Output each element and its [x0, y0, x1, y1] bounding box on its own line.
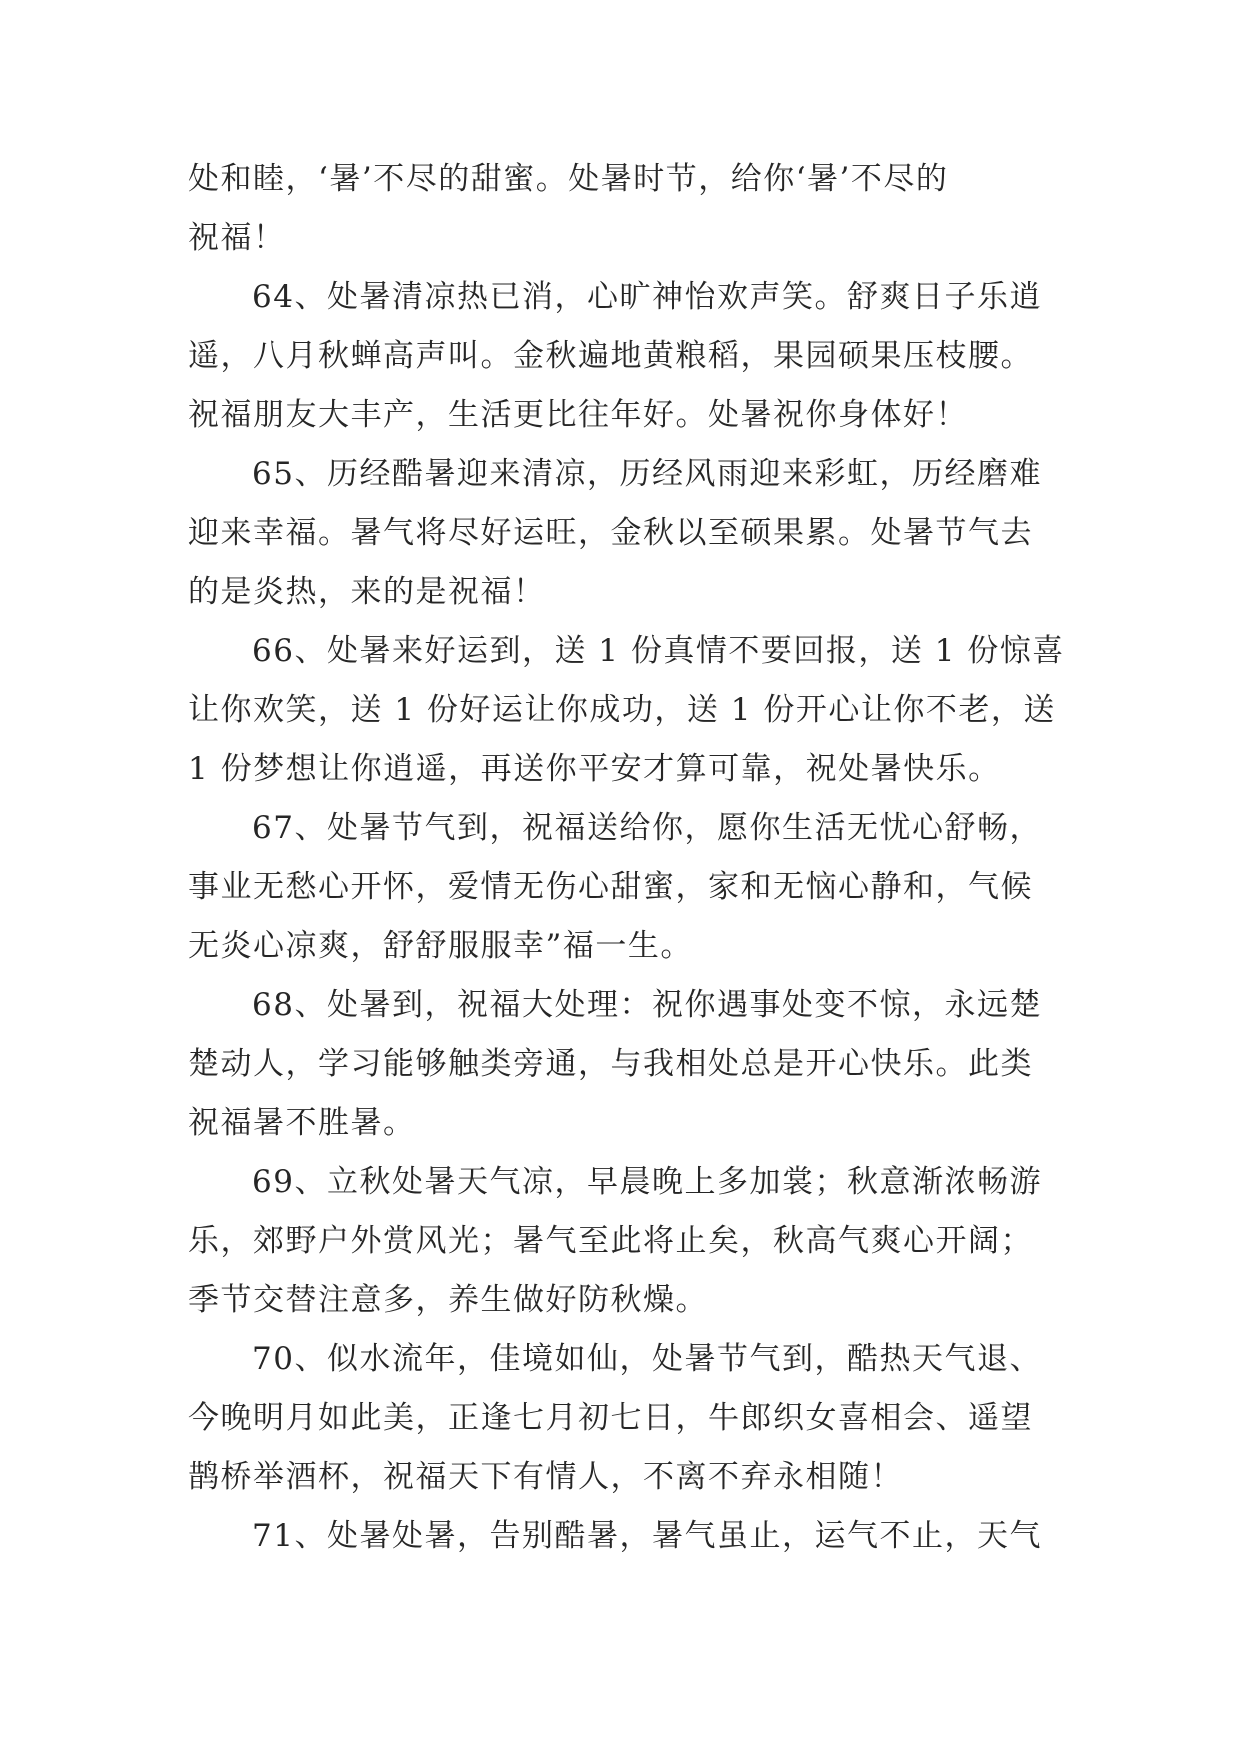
text-line: 遥，八月秋蝉高声叫。金秋遍地黄粮稻，果园硕果压枝腰。	[188, 338, 1033, 374]
text-line: 处和睦，‘暑’不尽的甜蜜。处暑时节，给你‘暑’不尽的	[188, 161, 949, 197]
text-line: 事业无愁心开怀，爱情无伤心甜蜜，家和无恼心静和，气候	[188, 869, 1033, 905]
text-line: 让你欢笑，送 1 份好运让你成功，送 1 份开心让你不老，送	[188, 692, 1056, 728]
text-line: 鹊桥举酒杯，祝福天下有情人，不离不弃永相随！	[188, 1459, 903, 1495]
text-line: 65、历经酷暑迎来清凉，历经风雨迎来彩虹，历经磨难	[252, 456, 1042, 492]
text-line: 71、处暑处暑，告别酷暑，暑气虽止，运气不止，天气	[252, 1518, 1042, 1554]
text-line: 68、处暑到，祝福大处理：祝你遇事处变不惊，永远楚	[252, 987, 1042, 1023]
text-line: 67、处暑节气到，祝福送给你，愿你生活无忧心舒畅，	[252, 810, 1042, 846]
text-line: 乐，郊野户外赏风光；暑气至此将止矣，秋高气爽心开阔；	[188, 1223, 1033, 1259]
text-line: 的是炎热，来的是祝福！	[188, 574, 546, 610]
text-line: 1 份梦想让你逍遥，再送你平安才算可靠，祝处暑快乐。	[188, 751, 1001, 787]
text-line: 祝福朋友大丰产，生活更比往年好。处暑祝你身体好！	[188, 397, 968, 433]
text-line: 楚动人，学习能够触类旁通，与我相处总是开心快乐。此类	[188, 1046, 1033, 1082]
text-line: 无炎心凉爽，舒舒服服幸”福一生。	[188, 928, 693, 964]
text-line: 64、处暑清凉热已消，心旷神怡欢声笑。舒爽日子乐逍	[252, 279, 1042, 315]
text-line: 66、处暑来好运到，送 1 份真情不要回报，送 1 份惊喜	[252, 633, 1065, 669]
text-line: 69、立秋处暑天气凉，早晨晚上多加裳；秋意渐浓畅游	[252, 1164, 1042, 1200]
document-body	[188, 150, 1068, 1566]
text-line: 季节交替注意多，养生做好防秋燥。	[188, 1282, 708, 1318]
text-line: 祝福！	[188, 220, 286, 256]
text-line: 今晚明月如此美，正逢七月初七日，牛郎织女喜相会、遥望	[188, 1400, 1033, 1436]
text-line: 迎来幸福。暑气将尽好运旺，金秋以至硕果累。处暑节气去	[188, 515, 1033, 551]
text-line: 70、似水流年，佳境如仙，处暑节气到，酷热天气退、	[252, 1341, 1042, 1377]
text-line: 祝福暑不胜暑。	[188, 1105, 416, 1141]
